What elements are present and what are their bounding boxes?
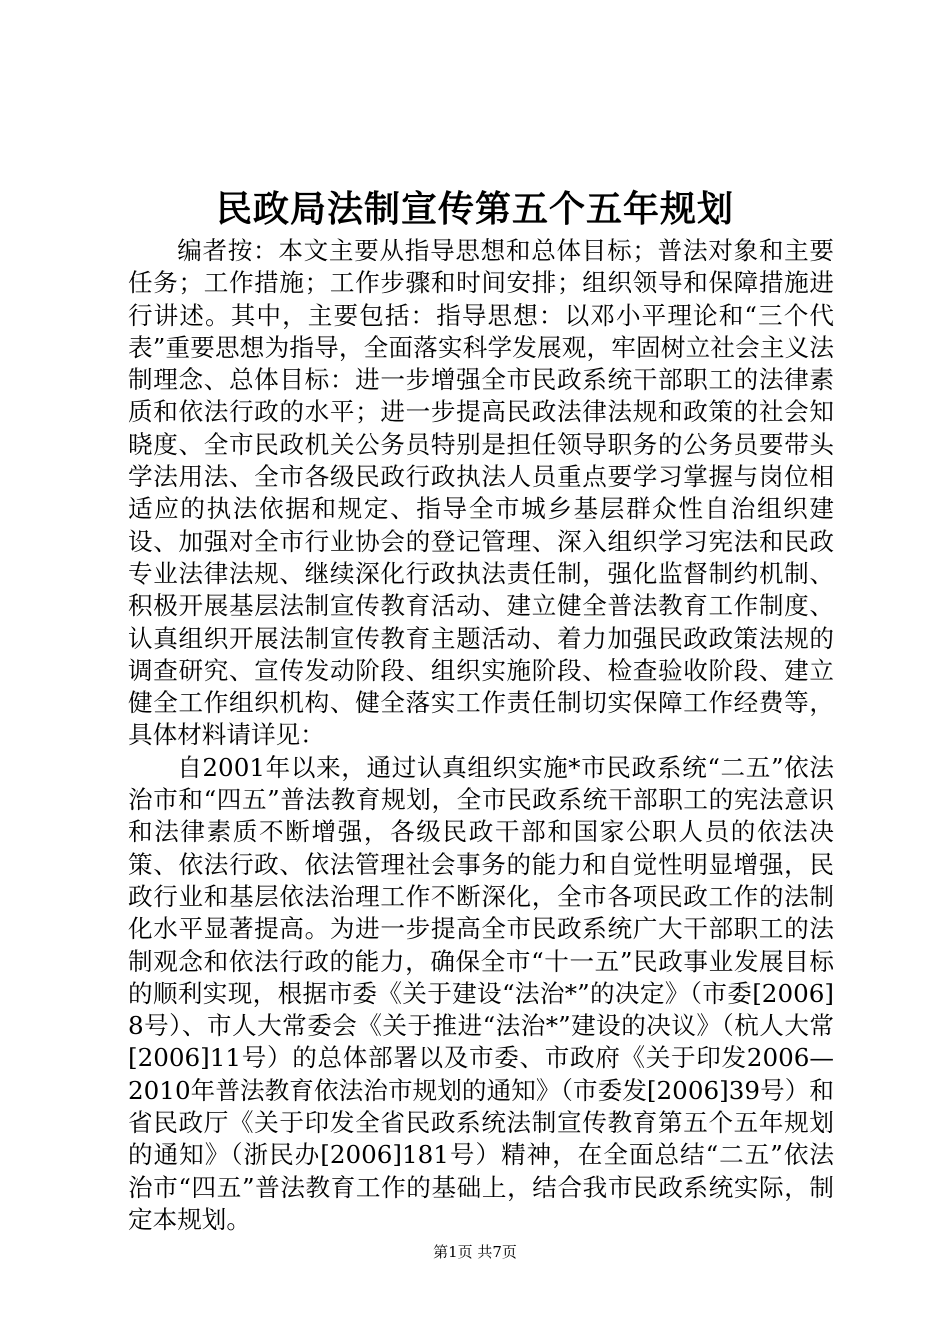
page-number: 第1页 共7页 — [433, 1243, 517, 1261]
document-body — [128, 235, 834, 1236]
document-title: 民政局法制宣传第五个五年规划 — [215, 188, 734, 230]
paragraph-introduction: 自2001年以来，通过认真组织实施*市民政系统“二五”依法治市和“四五”普法教育规划，全市民政系统干部职工的宪法意识和法律素质不断增强，各级民政干部和国家公职人员的依法决策、依法行政、依法管理社会事务的能力和自觉性明显增强，民政行业和基层依法治理工作不断深化，全市各项民政工作的法制化水平显著提高。为进一步提高全市民政系统广大干部职工的法制观念和依法行政的能力，确保全市“十一五”民政事业发展目标的顺利实现，根据市委《关于建设“法治*”的决定》（市委[2006]8号）、市人大常委会《关于推进“法治*”建设的决议》（杭人大常[2006]11号）的总体部署以及市委、市政府《关于印发2006—2010年普法教育依法治市规划的通知》（市委发[2006]39号）和省民政厅《关于印发全省民政系统法制宣传教育第五个五年规划的通知》（浙民办[2006]181号）精神，在全面总结“二五”依法治市“四五”普法教育工作的基础上，结合我市民政系统实际，制定本规划。 — [128, 752, 834, 1234]
paragraph-editor-note: 编者按：本文主要从指导思想和总体目标；普法对象和主要任务；工作措施；工作步骤和时间安排；组织领导和保障措施进行讲述。其中，主要包括：指导思想：以邓小平理论和“三个代表”重要思想为指导，全面落实科学发展观，牢固树立社会主义法制理念、总体目标：进一步增强全市民政系统干部职工的法律素质和依法行政的水平；进一步提高民政法律法规和政策的社会知晓度、全市民政机关公务员特别是担任领导职务的公务员要带头学法用法、全市各级民政行政执法人员重点要学习掌握与岗位相适应的执法依据和规定、指导全市城乡基层群众性自治组织建设、加强对全市行业协会的登记管理、深入组织学习宪法和民政专业法律法规、继续深化行政执法责任制，强化监督制约机制、积极开展基层法制宣传教育活动、建立健全普法教育工作制度、认真组织开展法制宣传教育主题活动、着力加强民政政策法规的调查研究、宣传发动阶段、组织实施阶段、检查验收阶段、建立健全工作组织机构、健全落实工作责任制切实保障工作经费等，具体材料请详见： — [128, 236, 834, 750]
